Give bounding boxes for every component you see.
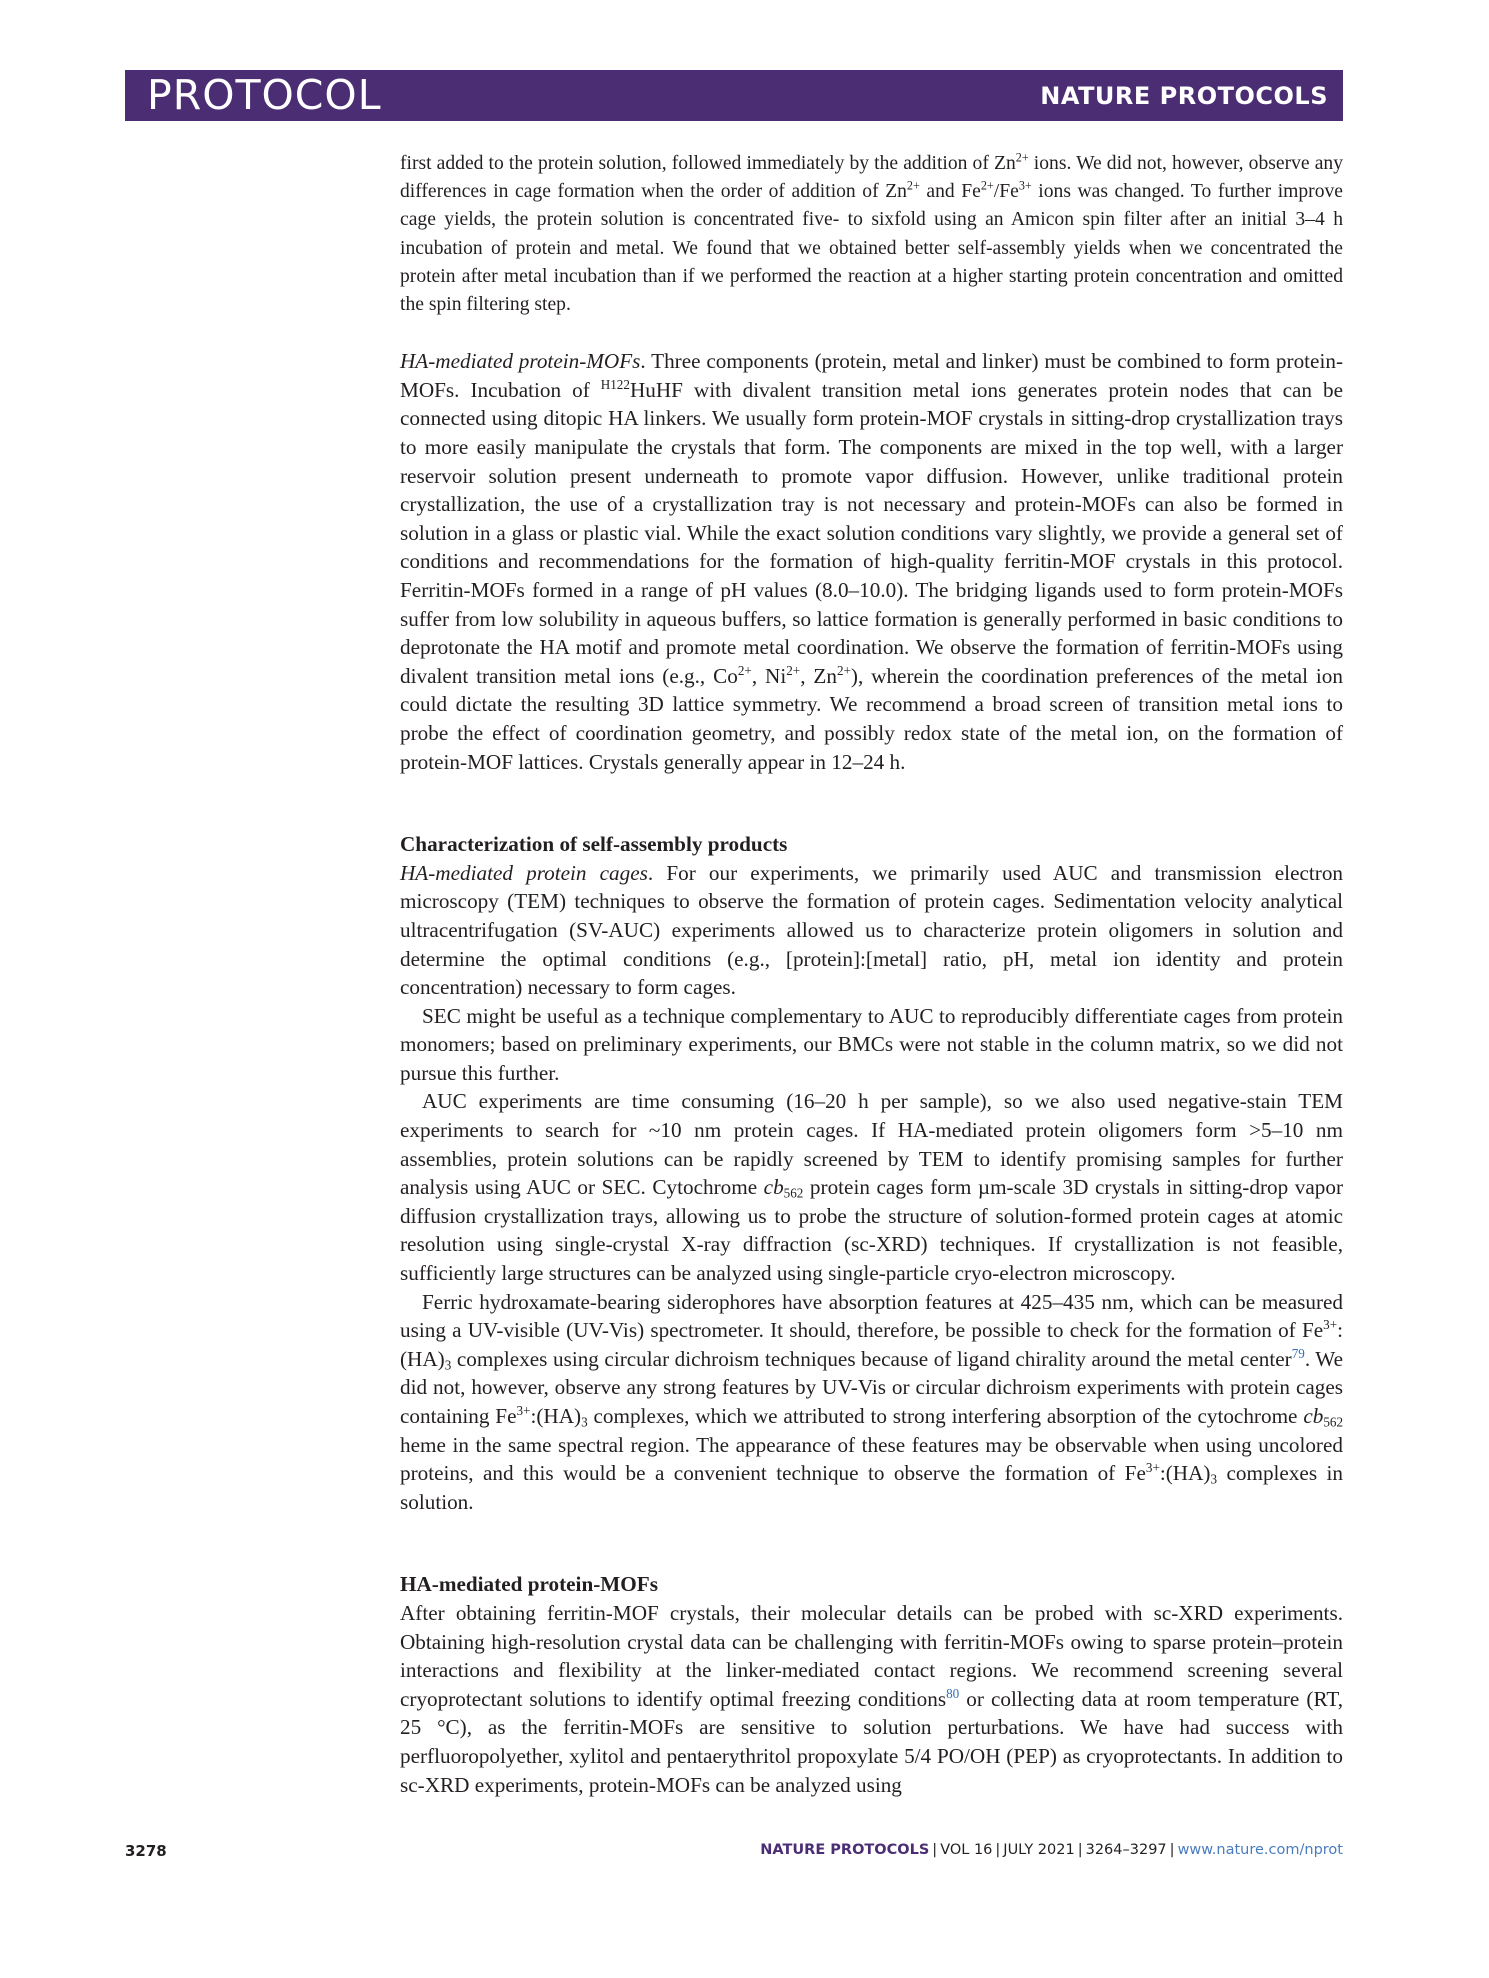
footer-volume: VOL 16 — [940, 1842, 993, 1858]
footer-date: JULY 2021 — [1003, 1842, 1075, 1858]
journal-label: NATURE PROTOCOLS — [1040, 81, 1328, 110]
footer-url-link[interactable]: www.nature.com/nprot — [1177, 1842, 1343, 1858]
paragraph-title: HA-mediated protein-MOFs — [400, 349, 641, 374]
citation-link[interactable]: 79 — [1291, 1345, 1305, 1361]
article-body — [400, 150, 1343, 1799]
paragraph-protein-mofs: HA-mediated protein-MOFs. Three components (protein, metal and linker) must be combined to form protein-MOFs. Incubation of $^{H122}$HuHF with divalent transition metal ions generates protein nodes that can be connected using ditopic HA linkers. We usually form protein-MOF crystals in sitting-drop crystallization trays to more easily manipulate the crystals that form. The components are mixed in the top well, with a larger reservoir solution present underneath to promote vapor diffusion. However, unlike traditional protein crystallization, the use of a crystallization tray is not necessary and protein-MOFs can also be formed in solution in a glass or plastic vial. While the exact solution conditions vary slightly, we provide a general set of conditions and recommendations for the formation of high-quality ferritin-MOF crystals in this protocol. Ferritin-MOFs formed in a range of pH values (8.0–10.0). The bridging ligands used to form protein-MOFs suffer from low solubility in aqueous buffers, so lattice formation is generally performed in basic conditions to deprotonate the HA motif and promote metal coordination. We observe the formation of ferritin-MOFs using divalent transition metal ions (e.g., $Co^{2+}$, $Ni^{2+}$, $Zn^{2+}$), wherein the coordination preferences of the metal ion could dictate the resulting 3D lattice symmetry. We recommend a broad screen of transition metal ions to probe the effect of coordination geometry, and possibly redox state of the metal ion, on the formation of protein-MOF lattices. Crystals generally appear in 12–24 h. — [400, 349, 1344, 774]
paragraph-title: HA-mediated protein cages — [400, 860, 648, 885]
section-heading-characterization: Characterization of self-assembly products — [400, 832, 788, 857]
header-bar — [125, 70, 1343, 121]
paragraph-protein-cages: HA-mediated protein cages. For our experiments, we primarily used AUC and transmission electron microscopy (TEM) techniques to observe the formation of protein cages. Sedimentation velocity analytical ultracentrifugation (SV-AUC) experiments allowed us to characterize protein oligomers in solution and determine the optimal conditions (e.g., [protein]:[metal] ratio, pH, metal ion identity and protein concentration) necessary to form cages. — [400, 860, 1344, 1000]
paragraph-auc-tem: AUC experiments are time consuming (16–20 h per sample), so we also used negative-stain TEM experiments to search for ~10 nm protein cages. If HA-mediated protein oligomers form >5–10 nm assemblies, protein solutions can be rapidly screened by TEM to identify promising samples for further analysis using AUC or SEC. Cytochrome $cb_{562}$ protein cages form µm-scale 3D crystals in sitting-drop vapor diffusion crystallization trays, allowing us to probe the structure of solution-formed protein cages at atomic resolution using single-crystal X-ray diffraction (sc-XRD) techniques. If crystallization is not feasible, sufficiently large structures can be analyzed using single-particle cryo-electron microscopy. — [400, 1089, 1343, 1286]
footer-citation: NATURE PROTOCOLS | VOL 16 | JULY 2021 | 3264–3297 | www.nature.com/nprot — [760, 1842, 1343, 1858]
citation-link[interactable]: 80 — [946, 1685, 960, 1701]
paragraph-sec: SEC might be useful as a technique complementary to AUC to reproducibly differentiate cages from protein monomers; based on preliminary experiments, our BMCs were not stable in the column matrix, so we did not pursue this further. — [400, 1003, 1343, 1085]
paragraph-sc-xrd: After obtaining ferritin-MOF crystals, their molecular details can be probed with sc-XRD experiments. Obtaining high-resolution crystal data can be challenging with ferritin-MOFs owing to sparse protein–protein interactions and flexibility at the linker-mediated contact regions. We recommend screening several cryoprotectant solutions to identify optimal freezing conditions$^{80}$ or collecting data at room temperature (RT, 25 °C), as the ferritin-MOFs are sensitive to solution perturbations. We have had success with perfluoropolyether, xylitol and pentaerythritol propoxylate 5/4 PO/OH (PEP) as cryoprotectants. In addition to sc-XRD experiments, protein-MOFs can be analyzed using — [400, 1600, 1343, 1797]
footer-pages: 3264–3297 — [1085, 1842, 1167, 1858]
paragraph-cage-yields: first added to the protein solution, followed immediately by the addition of $Zn^{2+}$ ions. We did not, however, observe any differences in cage formation when the order of addition of $Zn^{2+}$ and $Fe^{2+}/Fe^{3+}$ ions was changed. To further improve cage yields, the protein solution is concentrated five- to sixfold using an Amicon spin filter after an initial 3–4 h incubation of protein and metal. We found that we obtained better self-assembly yields when we concentrated the protein after metal incubation than if we performed the reaction at a higher starting protein concentration and omitted the spin filtering step. — [400, 150, 1344, 316]
paragraph-siderophores: Ferric hydroxamate-bearing siderophores have absorption features at 425–435 nm, which can be measured using a UV-visible (UV-Vis) spectrometer. It should, therefore, be possible to check for the formation of $Fe^{3+}:(HA)_3$ complexes using circular dichroism techniques because of ligand chirality around the metal center$^{79}$. We did not, however, observe any strong features by UV-Vis or circular dichroism experiments with protein cages containing $Fe^{3+}:(HA)_3$ complexes, which we attributed to strong interfering absorption of the cytochrome $cb_{562}$ heme in the same spectral region. The appearance of these features may be observable when using uncolored proteins, and this would be a convenient technique to observe the formation of $Fe^{3+}:(HA)_3$ complexes in solution. — [400, 1289, 1343, 1514]
section-heading-protein-mofs: HA-mediated protein-MOFs — [400, 1572, 658, 1597]
page-number: 3278 — [125, 1842, 167, 1860]
footer-journal: NATURE PROTOCOLS — [760, 1842, 930, 1858]
section-label: PROTOCOL — [147, 71, 382, 119]
